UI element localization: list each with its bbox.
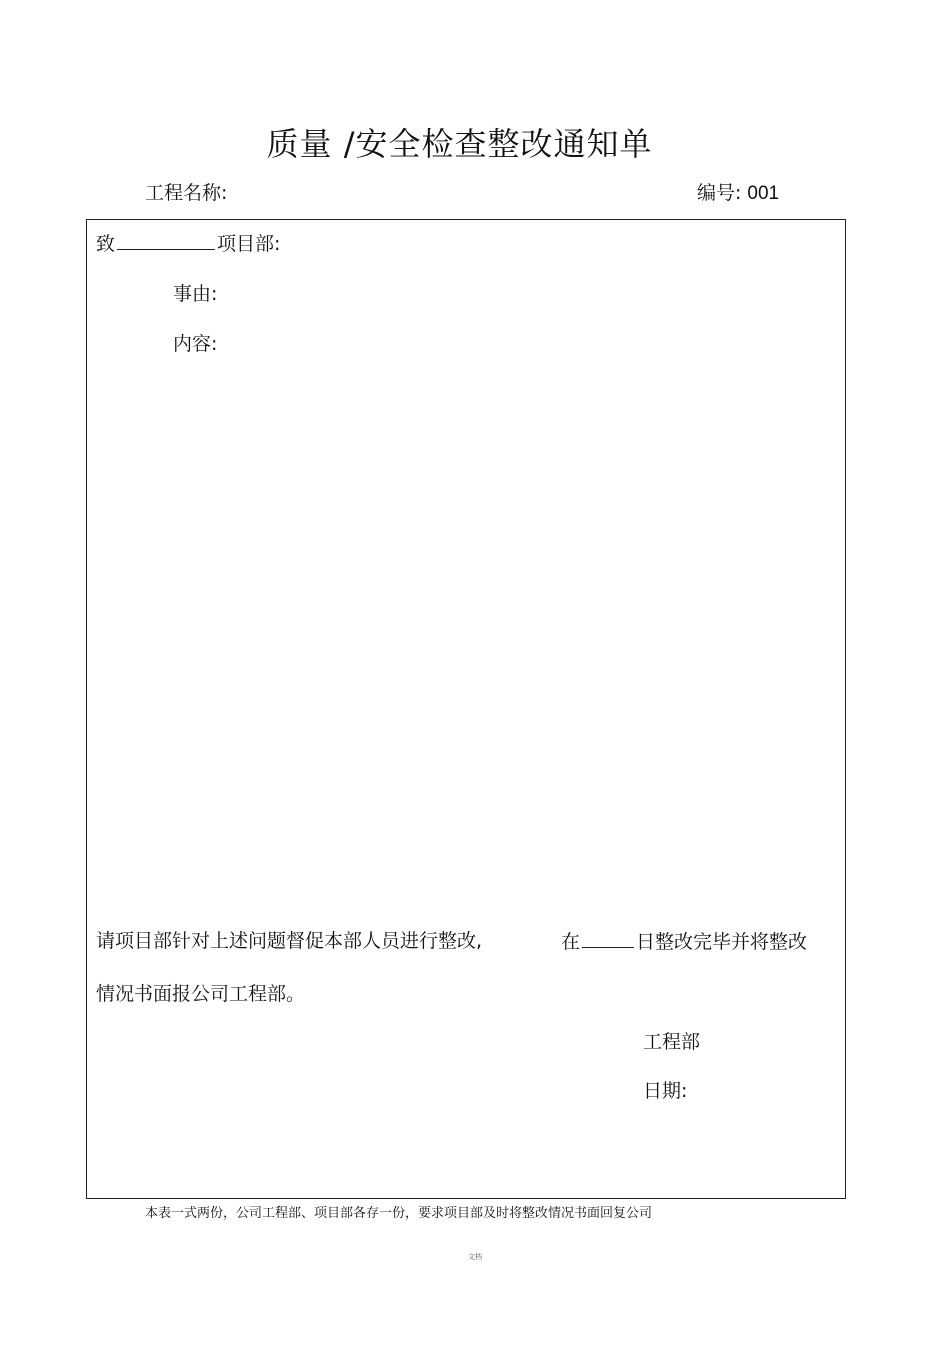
serial-label: 编号: bbox=[697, 182, 742, 204]
addressee-blank[interactable] bbox=[117, 230, 215, 250]
addressee-prefix: 致 bbox=[96, 233, 116, 255]
date-label: 日期: bbox=[643, 1080, 688, 1102]
notice-frame bbox=[86, 219, 846, 1199]
serial-number bbox=[697, 180, 779, 207]
deadline-blank[interactable] bbox=[582, 928, 634, 948]
serial-value: 001 bbox=[747, 183, 780, 204]
deadline-suffix: 日整改完毕并将整改 bbox=[636, 931, 808, 953]
project-name-label: 工程名称: bbox=[145, 182, 228, 204]
addressee-line bbox=[96, 230, 280, 257]
request-text-line2: 情况书面报公司工程部。 bbox=[96, 983, 306, 1005]
page-mark: 文档 bbox=[468, 1253, 482, 1261]
request-text-line1: 请项目部针对上述问题督促本部人员进行整改, bbox=[96, 930, 483, 952]
signer-department: 工程部 bbox=[643, 1031, 701, 1053]
addressee-suffix: 项目部: bbox=[217, 233, 281, 255]
deadline-prefix: 在 bbox=[561, 931, 581, 953]
footer-note: 本表一式两份，公司工程部、项目部各存一份，要求项目部及时将整改情况书面回复公司 bbox=[145, 1206, 653, 1221]
reason-label: 事由: bbox=[173, 283, 218, 305]
deadline-clause bbox=[561, 928, 807, 955]
document-title: 质量 /安全检查整改通知单 bbox=[266, 125, 653, 163]
content-label: 内容: bbox=[173, 333, 218, 355]
